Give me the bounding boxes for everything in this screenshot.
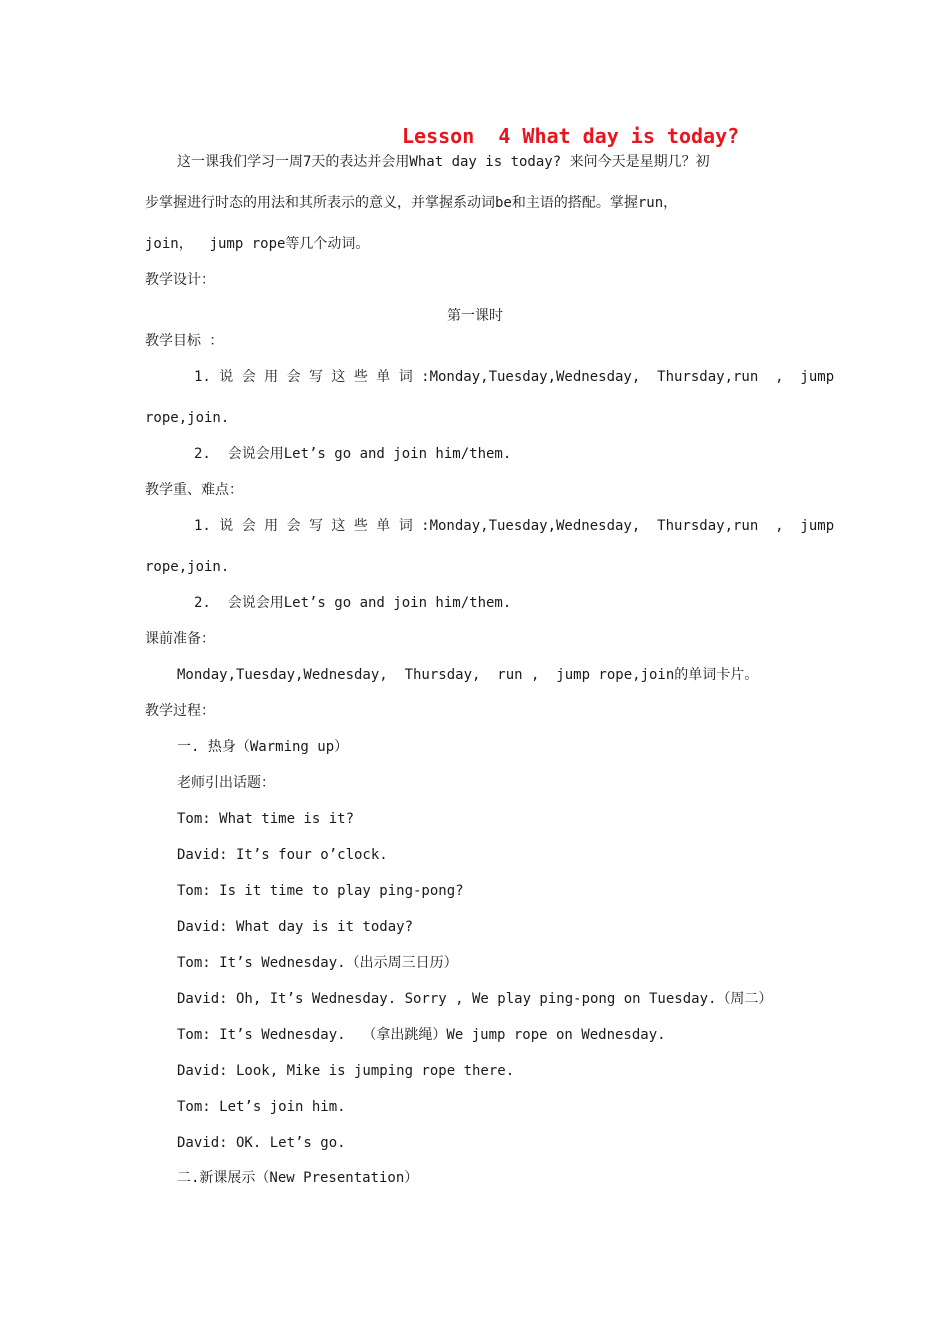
objectives-item-1-line-2: rope,join. xyxy=(145,410,230,426)
objectives-item-2: 2. 会说会用Let’s go and join him/them. xyxy=(194,446,512,462)
dialogue-line: Tom: It’s Wednesday.（出示周三日历） xyxy=(177,955,458,971)
preparation-heading: 课前准备： xyxy=(145,631,215,647)
key-points-item-1-line-2: rope,join. xyxy=(145,559,230,575)
dialogue-line: Tom: Let’s join him. xyxy=(177,1099,346,1115)
design-label: 教学设计： xyxy=(145,272,215,288)
preparation-text: Monday,Tuesday,Wednesday, Thursday, run , jump rope,join的单词卡片。 xyxy=(177,667,759,683)
objectives-heading: 教学目标 ： xyxy=(145,333,224,349)
process-step-2: 二.新课展示（New Presentation） xyxy=(177,1170,419,1186)
dialogue-line: David: OK. Let’s go. xyxy=(177,1135,346,1151)
dialogue-line: David: What day is it today? xyxy=(177,919,414,935)
dialogue-line: Tom: Is it time to play ping-pong? xyxy=(177,883,464,899)
intro-line-3: join， jump rope等几个动词。 xyxy=(145,236,370,252)
period-label: 第一课时 xyxy=(447,308,503,324)
lesson-title: Lesson 4 What day is today? xyxy=(402,124,740,148)
process-heading: 教学过程： xyxy=(145,703,215,719)
dialogue-line: David: It’s four o’clock. xyxy=(177,847,388,863)
key-points-item-1-line-1: 1. 说 会 用 会 写 这 些 单 词 :Monday,Tuesday,Wednesday, Thursday,run , jump xyxy=(194,518,835,534)
intro-line-2: 步掌握进行时态的用法和其所表示的意义，并掌握系动词be和主语的搭配。掌握run， xyxy=(145,195,678,211)
dialogue-line: Tom: What time is it? xyxy=(177,811,355,827)
objectives-item-1-line-1: 1. 说 会 用 会 写 这 些 单 词 :Monday,Tuesday,Wednesday, Thursday,run , jump xyxy=(194,369,835,385)
key-points-item-2: 2. 会说会用Let’s go and join him/them. xyxy=(194,595,512,611)
key-points-heading: 教学重、难点： xyxy=(145,482,243,498)
process-step-1: 一. 热身（Warming up） xyxy=(177,739,349,755)
dialogue-line: Tom: It’s Wednesday. （拿出跳绳）We jump rope on Wednesday. xyxy=(177,1027,666,1043)
process-intro: 老师引出话题： xyxy=(177,775,275,791)
dialogue-line: David: Look, Mike is jumping rope there. xyxy=(177,1063,515,1079)
dialogue-line: David: Oh, It’s Wednesday. Sorry , We play ping-pong on Tuesday.（周二） xyxy=(177,991,773,1007)
intro-line-1: 这一课我们学习一周7天的表达并会用What day is today? 来问今天是星期几？初 xyxy=(177,154,710,170)
